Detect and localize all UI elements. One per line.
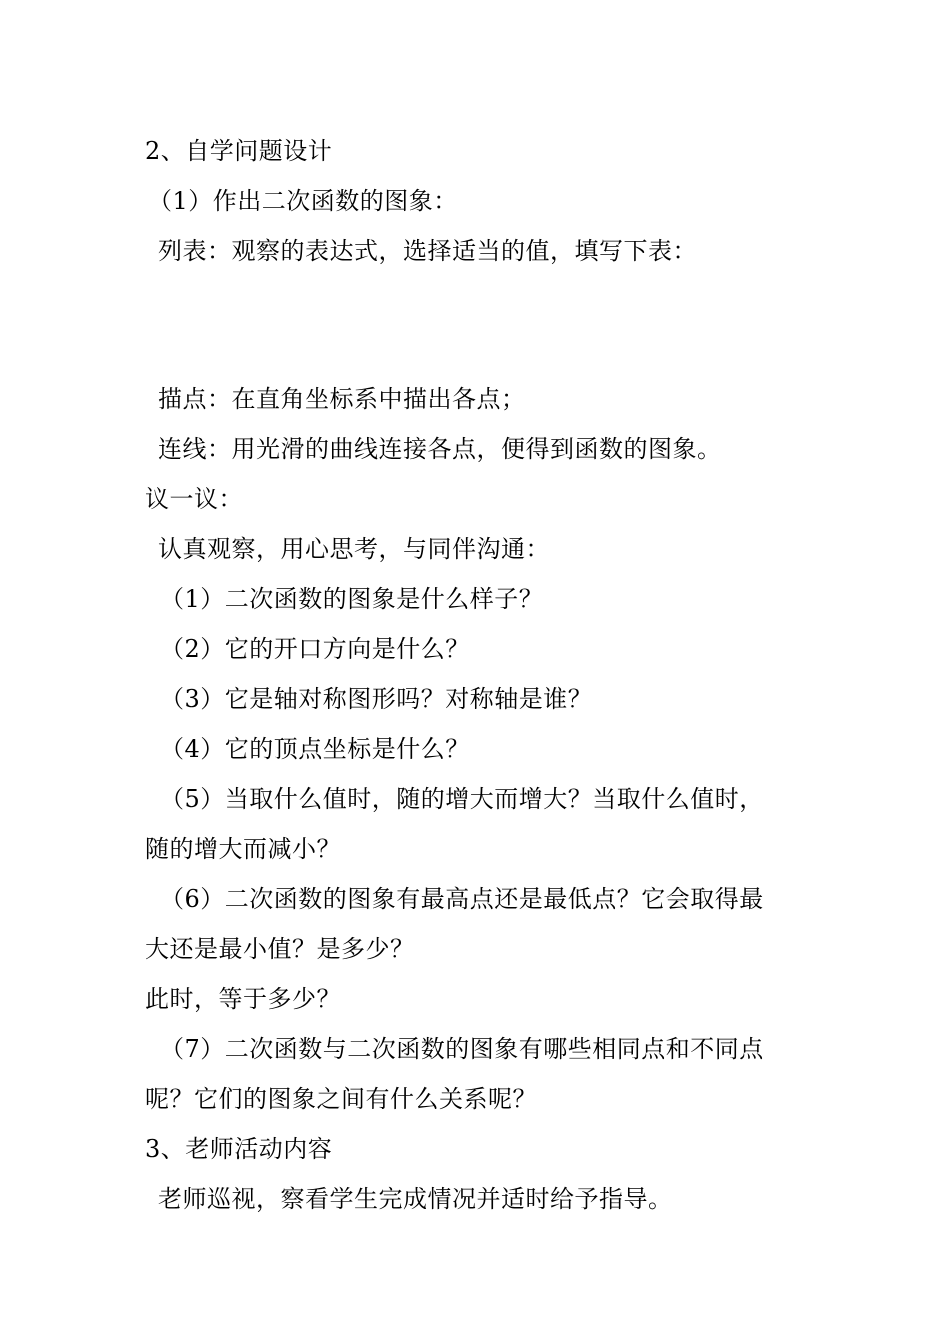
question-item: （5）当取什么值时，随的增大而增大？当取什么值时， bbox=[160, 785, 764, 813]
question-continuation: 呢？它们的图象之间有什么关系呢？ bbox=[145, 1085, 537, 1113]
instruction-text: 列表：观察的表达式，选择适当的值，填写下表： bbox=[158, 237, 697, 265]
question-item: （3）它是轴对称图形吗？对称轴是谁？ bbox=[160, 685, 593, 713]
question-item: （7）二次函数与二次函数的图象有哪些相同点和不同点 bbox=[160, 1035, 764, 1063]
discussion-intro: 认真观察，用心思考，与同伴沟通： bbox=[158, 535, 550, 563]
question-item: （1）二次函数的图象是什么样子？ bbox=[160, 585, 544, 613]
question-item: （4）它的顶点坐标是什么？ bbox=[160, 735, 470, 763]
section-heading: 2、自学问题设计 bbox=[145, 137, 333, 165]
section-body: 老师巡视，察看学生完成情况并适时给予指导。 bbox=[158, 1185, 673, 1213]
question-continuation: 大还是最小值？是多少？ bbox=[145, 935, 415, 963]
section-heading: 3、老师活动内容 bbox=[145, 1135, 333, 1163]
discussion-heading: 议一议： bbox=[145, 485, 243, 513]
instruction-text: 描点：在直角坐标系中描出各点； bbox=[158, 385, 526, 413]
question-item: （1）作出二次函数的图象： bbox=[148, 187, 458, 215]
question-item: （2）它的开口方向是什么？ bbox=[160, 635, 470, 663]
question-continuation: 随的增大而减小？ bbox=[145, 835, 341, 863]
question-item: （6）二次函数的图象有最高点还是最低点？它会取得最 bbox=[160, 885, 764, 913]
instruction-text: 连线：用光滑的曲线连接各点，便得到函数的图象。 bbox=[158, 435, 722, 463]
question-continuation: 此时，等于多少？ bbox=[145, 985, 341, 1013]
